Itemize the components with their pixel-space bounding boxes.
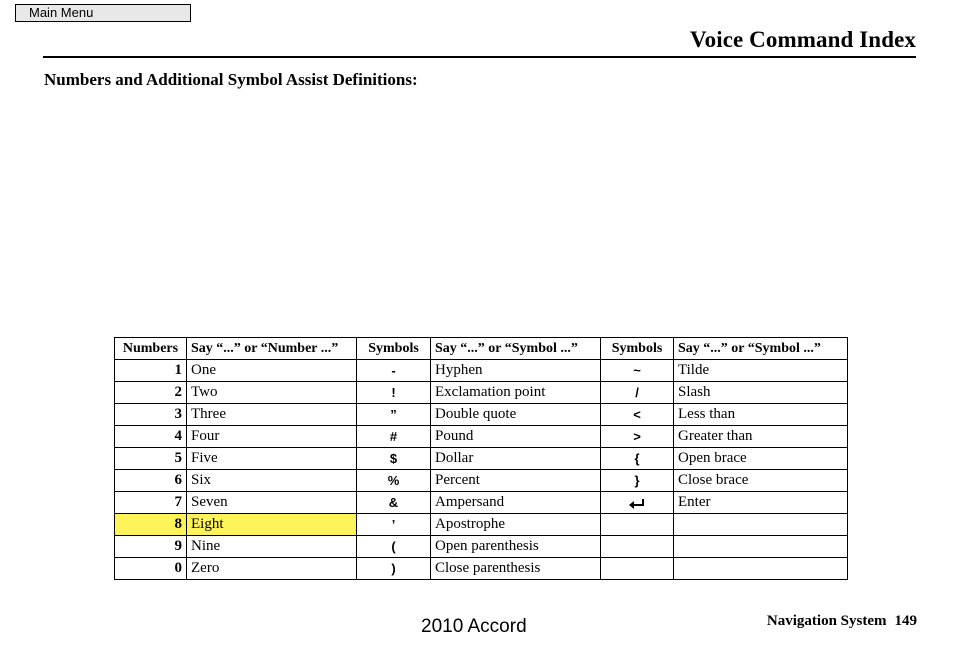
number-cell: 4 (115, 426, 187, 448)
symbol-cell-2: } (601, 470, 674, 492)
symbol-say-cell-2 (674, 558, 848, 580)
symbol-cell: ’ (357, 514, 431, 536)
number-say-cell: Three (187, 404, 357, 426)
symbol-cell: $ (357, 448, 431, 470)
table-header-row (115, 338, 848, 360)
symbol-say-cell: Percent (431, 470, 601, 492)
number-cell: 1 (115, 360, 187, 382)
number-say-cell: Six (187, 470, 357, 492)
symbol-say-cell-2: Slash (674, 382, 848, 404)
header-symbols: Symbols (357, 338, 431, 360)
symbol-say-cell: Apostrophe (431, 514, 601, 536)
number-cell: 3 (115, 404, 187, 426)
header-symbols-2: Symbols (601, 338, 674, 360)
header-symbol-say: Say “...” or “Symbol ...” (431, 338, 601, 360)
symbol-cell-2: > (601, 426, 674, 448)
number-say-cell: One (187, 360, 357, 382)
header-symbol-say-2: Say “...” or “Symbol ...” (674, 338, 848, 360)
table-row (115, 536, 848, 558)
header-numbers: Numbers (115, 338, 187, 360)
main-menu-button[interactable]: Main Menu (15, 4, 191, 22)
number-say-cell: Two (187, 382, 357, 404)
symbol-cell-2: < (601, 404, 674, 426)
section-heading: Numbers and Additional Symbol Assist Definitions: (44, 70, 418, 89)
page-title: Voice Command Index (690, 27, 916, 52)
footer-section-label: Navigation System (766, 613, 887, 629)
table-row (115, 514, 848, 536)
symbol-cell-2 (601, 558, 674, 580)
number-cell: 7 (115, 492, 187, 514)
symbol-say-cell-2: Enter (674, 492, 848, 514)
table-row (115, 426, 848, 448)
table-row (115, 360, 848, 382)
symbol-cell: ( (357, 536, 431, 558)
symbol-say-cell-2 (674, 536, 848, 558)
table-row (115, 492, 848, 514)
symbol-cell-2: { (601, 448, 674, 470)
number-cell: 8 (115, 514, 187, 536)
symbol-say-cell: Dollar (431, 448, 601, 470)
watermark: 2010 Accord (421, 616, 527, 637)
symbol-cell: # (357, 426, 431, 448)
symbol-say-cell-2 (674, 514, 848, 536)
table-row (115, 558, 848, 580)
table-row (115, 404, 848, 426)
symbol-cell-2: ~ (601, 360, 674, 382)
symbol-cell-2 (601, 492, 674, 514)
symbol-say-cell-2: Tilde (674, 360, 848, 382)
number-say-cell: Nine (187, 536, 357, 558)
number-say-cell: Four (187, 426, 357, 448)
symbol-cell: & (357, 492, 431, 514)
symbol-say-cell: Pound (431, 426, 601, 448)
symbol-cell-2: / (601, 382, 674, 404)
number-cell: 5 (115, 448, 187, 470)
number-say-cell: Five (187, 448, 357, 470)
table-row (115, 470, 848, 492)
voice-symbol-table (114, 337, 848, 580)
number-say-cell: Seven (187, 492, 357, 514)
page-number: 149 (894, 613, 917, 629)
symbol-cell: - (357, 360, 431, 382)
symbol-cell-2 (601, 536, 674, 558)
number-cell: 6 (115, 470, 187, 492)
symbol-say-cell: Close parenthesis (431, 558, 601, 580)
symbol-say-cell-2: Less than (674, 404, 848, 426)
symbol-cell: % (357, 470, 431, 492)
symbol-cell: ! (357, 382, 431, 404)
symbol-say-cell-2: Greater than (674, 426, 848, 448)
symbol-say-cell: Open parenthesis (431, 536, 601, 558)
number-cell: 9 (115, 536, 187, 558)
title-divider (43, 56, 916, 58)
table-row (115, 448, 848, 470)
symbol-say-cell-2: Open brace (674, 448, 848, 470)
enter-icon (628, 498, 646, 510)
number-say-cell: Eight (187, 514, 357, 536)
table-row (115, 382, 848, 404)
number-say-cell: Zero (187, 558, 357, 580)
header-number-say: Say “...” or “Number ...” (187, 338, 357, 360)
symbol-say-cell: Ampersand (431, 492, 601, 514)
symbol-say-cell-2: Close brace (674, 470, 848, 492)
symbol-say-cell: Hyphen (431, 360, 601, 382)
number-cell: 2 (115, 382, 187, 404)
symbol-cell-2 (601, 514, 674, 536)
symbol-cell: ” (357, 404, 431, 426)
symbol-say-cell: Exclamation point (431, 382, 601, 404)
symbol-cell: ) (357, 558, 431, 580)
footer-page-info (767, 613, 917, 630)
number-cell: 0 (115, 558, 187, 580)
symbol-say-cell: Double quote (431, 404, 601, 426)
